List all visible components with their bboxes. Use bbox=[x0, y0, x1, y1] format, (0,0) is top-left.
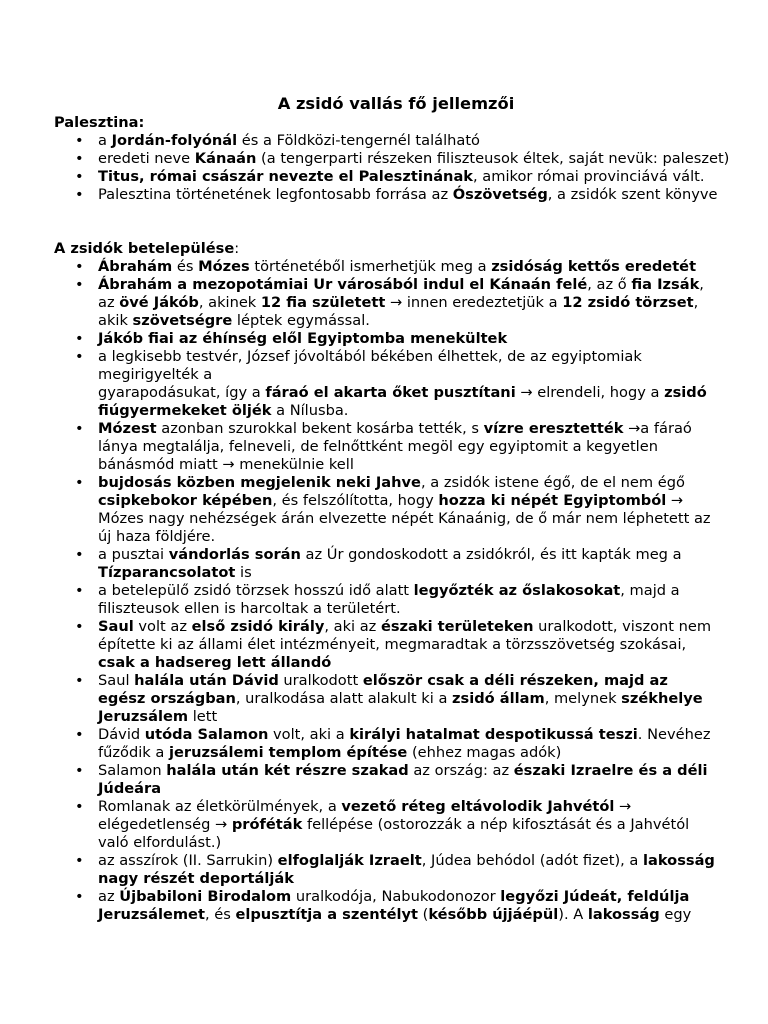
bold-run: székhelye Jeruzsálem bbox=[98, 690, 703, 725]
bold-run: először csak a déli részeken, majd az egész országban bbox=[98, 672, 668, 707]
bold-run: Kánaán bbox=[194, 150, 257, 167]
list-item: • Titus, római császár nevezte el Palesztinának, amikor római provinciává vált. bbox=[54, 168, 740, 186]
bold-run: övé Jákób bbox=[119, 294, 199, 311]
bold-run: lakosság bbox=[587, 906, 660, 923]
bold-run: jeruzsálemi templom építése bbox=[168, 744, 408, 761]
list-item: • a legkisebb testvér, József jóvoltából békében élhettek, de az egyiptomiak megirigyelték a gyarapodásukat, így a fáraó el akarta őket pusztítani → elrendeli, hogy a zsidó fiúgyermekeket öljék a Nílusba. bbox=[54, 348, 740, 420]
bullet-list bbox=[54, 258, 740, 924]
bold-run: Ábrahám bbox=[98, 258, 173, 275]
list-item: • a Jordán-folyónál és a Földközi-tengernél található bbox=[54, 132, 740, 150]
section-palesztina bbox=[54, 114, 740, 204]
bold-run: Ószövetség bbox=[452, 186, 548, 203]
list-item: • Saul volt az első zsidó király, aki az északi területeken uralkodott, viszont nem építette ki az állami élet intézményeit, megmaradtak a törzsszövetség szokásai, csak a hadsereg lett állandó bbox=[54, 618, 740, 672]
list-item: • a betelepülő zsidó törzsek hosszú idő alatt legyőzték az őslakosokat, majd a filiszteusok ellen is harcoltak a területért. bbox=[54, 582, 740, 618]
bold-run: 12 fia született bbox=[260, 294, 386, 311]
bold-run: legyőzi Júdeát, feldúlja Jeruzsálemet bbox=[98, 888, 690, 923]
list-item: • Romlanak az életkörülmények, a vezető réteg eltávolodik Jahvétól → elégedetlenség → próféták fellépése (ostorozzák a nép kifosztását és a Jahvétól való elfordulást.) bbox=[54, 798, 740, 852]
bold-run: Palesztina: bbox=[54, 114, 145, 131]
list-item: • az Újbabiloni Birodalom uralkodója, Nabukodonozor legyőzi Júdeát, feldúlja Jeruzsálemet, és elpusztítja a szentélyt (később újjáépül). A lakosság egy bbox=[54, 888, 740, 924]
list-item: • Ábrahám a mezopotámiai Ur városából indul el Kánaán felé, az ő fia Izsák, az övé Jákób, akinek 12 fia született → innen eredeztetjük a 12 zsidó törzset, akik szövetségre léptek egymással. bbox=[54, 276, 740, 330]
bold-run: Jordán-folyónál bbox=[111, 132, 238, 149]
bullet-list bbox=[54, 132, 740, 204]
list-item: • Salamon halála után két részre szakad az ország: az északi Izraelre és a déli Júdeára bbox=[54, 762, 740, 798]
bold-run: halála után két részre szakad bbox=[166, 762, 409, 779]
bold-run: bujdosás közben megjelenik neki Jahve bbox=[98, 474, 421, 491]
bold-run: vízre eresztették bbox=[483, 420, 624, 437]
bold-run: Újbabiloni Birodalom bbox=[119, 888, 292, 905]
bold-run: Titus, római császár nevezte el Palesztinának bbox=[98, 168, 474, 185]
list-item bbox=[54, 330, 740, 348]
bold-run: északi Izraelre és a déli Júdeára bbox=[98, 762, 708, 797]
bold-run: zsidóság kettős eredetét bbox=[491, 258, 697, 275]
bold-run: elpusztítja a szentélyt bbox=[235, 906, 419, 923]
bold-run: fia Izsák bbox=[631, 276, 700, 293]
bold-run: Jákób fiai az éhínség elől Egyiptomba menekültek bbox=[98, 330, 508, 347]
list-item: • Dávid utóda Salamon volt, aki a királyi hatalmat despotikussá teszi. Nevéhez fűződik a jeruzsálemi templom építése (ehhez magas adók) bbox=[54, 726, 740, 762]
bold-run: később újjáépül bbox=[428, 906, 559, 923]
list-item: • Palesztina történetének legfontosabb forrása az Ószövetség, a zsidók szent könyve bbox=[54, 186, 740, 204]
bold-run: próféták bbox=[231, 816, 303, 833]
bold-run: szövetségre bbox=[132, 312, 233, 329]
bold-run: utóda Salamon bbox=[144, 726, 269, 743]
section-heading bbox=[54, 114, 740, 132]
bold-run: északi területeken bbox=[380, 618, 534, 635]
bold-run: Mózes bbox=[198, 258, 250, 275]
bold-run: első zsidó király bbox=[191, 618, 325, 635]
list-item: • Saul halála után Dávid uralkodott először csak a déli részeken, majd az egész országban, uralkodása alatt alakult ki a zsidó állam, melynek székhelye Jeruzsálem lett bbox=[54, 672, 740, 726]
bold-run: zsidó állam bbox=[452, 690, 545, 707]
section-betelepules bbox=[54, 240, 740, 924]
bold-run: csak a hadsereg lett állandó bbox=[98, 654, 332, 671]
bold-run: hozza ki népét Egyiptomból bbox=[438, 492, 667, 509]
list-item: • Mózest azonban szurokkal bekent kosárba tették, s vízre eresztették →a fáraó lánya megtalálja, felneveli, de felnőttként megöl egy egyiptomit a kegyetlen bánásmód miatt → menekülnie kell bbox=[54, 420, 740, 474]
bold-run: királyi hatalmat despotikussá teszi bbox=[349, 726, 638, 743]
bold-run: vándorlás során bbox=[168, 546, 301, 563]
bold-run: Tízparancsolatot bbox=[98, 564, 236, 581]
bold-run: zsidó fiúgyermekeket öljék bbox=[98, 384, 707, 419]
bold-run: 12 zsidó törzset bbox=[562, 294, 694, 311]
list-item: • Ábrahám és Mózes történetéből ismerhetjük meg a zsidóság kettős eredetét bbox=[54, 258, 740, 276]
bold-run: legyőzték az őslakosokat bbox=[413, 582, 621, 599]
bold-run: lakosság nagy részét deportálják bbox=[98, 852, 715, 887]
bold-run: Mózest bbox=[98, 420, 157, 437]
list-item: • az asszírok (II. Sarrukin) elfoglalják Izraelt, Júdea behódol (adót fizet), a lakosság nagy részét deportálják bbox=[54, 852, 740, 888]
bold-run: A zsidók betelepülése bbox=[54, 240, 235, 257]
bold-run: Saul bbox=[98, 618, 134, 635]
section-heading: A zsidók betelepülése: bbox=[54, 240, 240, 257]
list-item: • a pusztai vándorlás során az Úr gondoskodott a zsidókról, és itt kapták meg a Tízparancsolatot is bbox=[54, 546, 740, 582]
list-item: • eredeti neve Kánaán (a tengerparti részeken filiszteusok éltek, saját nevük: paleszet) bbox=[54, 150, 740, 168]
bold-run: Ábrahám a mezopotámiai Ur városából indul el Kánaán felé bbox=[98, 276, 588, 293]
bold-run: halála után Dávid bbox=[134, 672, 279, 689]
bold-run: fáraó el akarta őket pusztítani bbox=[265, 384, 516, 401]
page-title: A zsidó vallás fő jellemzői bbox=[277, 94, 515, 113]
bold-run: elfoglalják Izraelt bbox=[277, 852, 422, 869]
list-item: • bujdosás közben megjelenik neki Jahve, a zsidók istene égő, de el nem égő csipkebokor képében, és felszólította, hogy hozza ki népét Egyiptomból → Mózes nagy nehézségek árán elvezette népét Kánaánig, de ő már nem léphetett az új haza földjére. bbox=[54, 474, 740, 546]
bold-run: csipkebokor képében bbox=[98, 492, 273, 509]
bold-run: vezető réteg eltávolodik Jahvétól bbox=[341, 798, 615, 815]
